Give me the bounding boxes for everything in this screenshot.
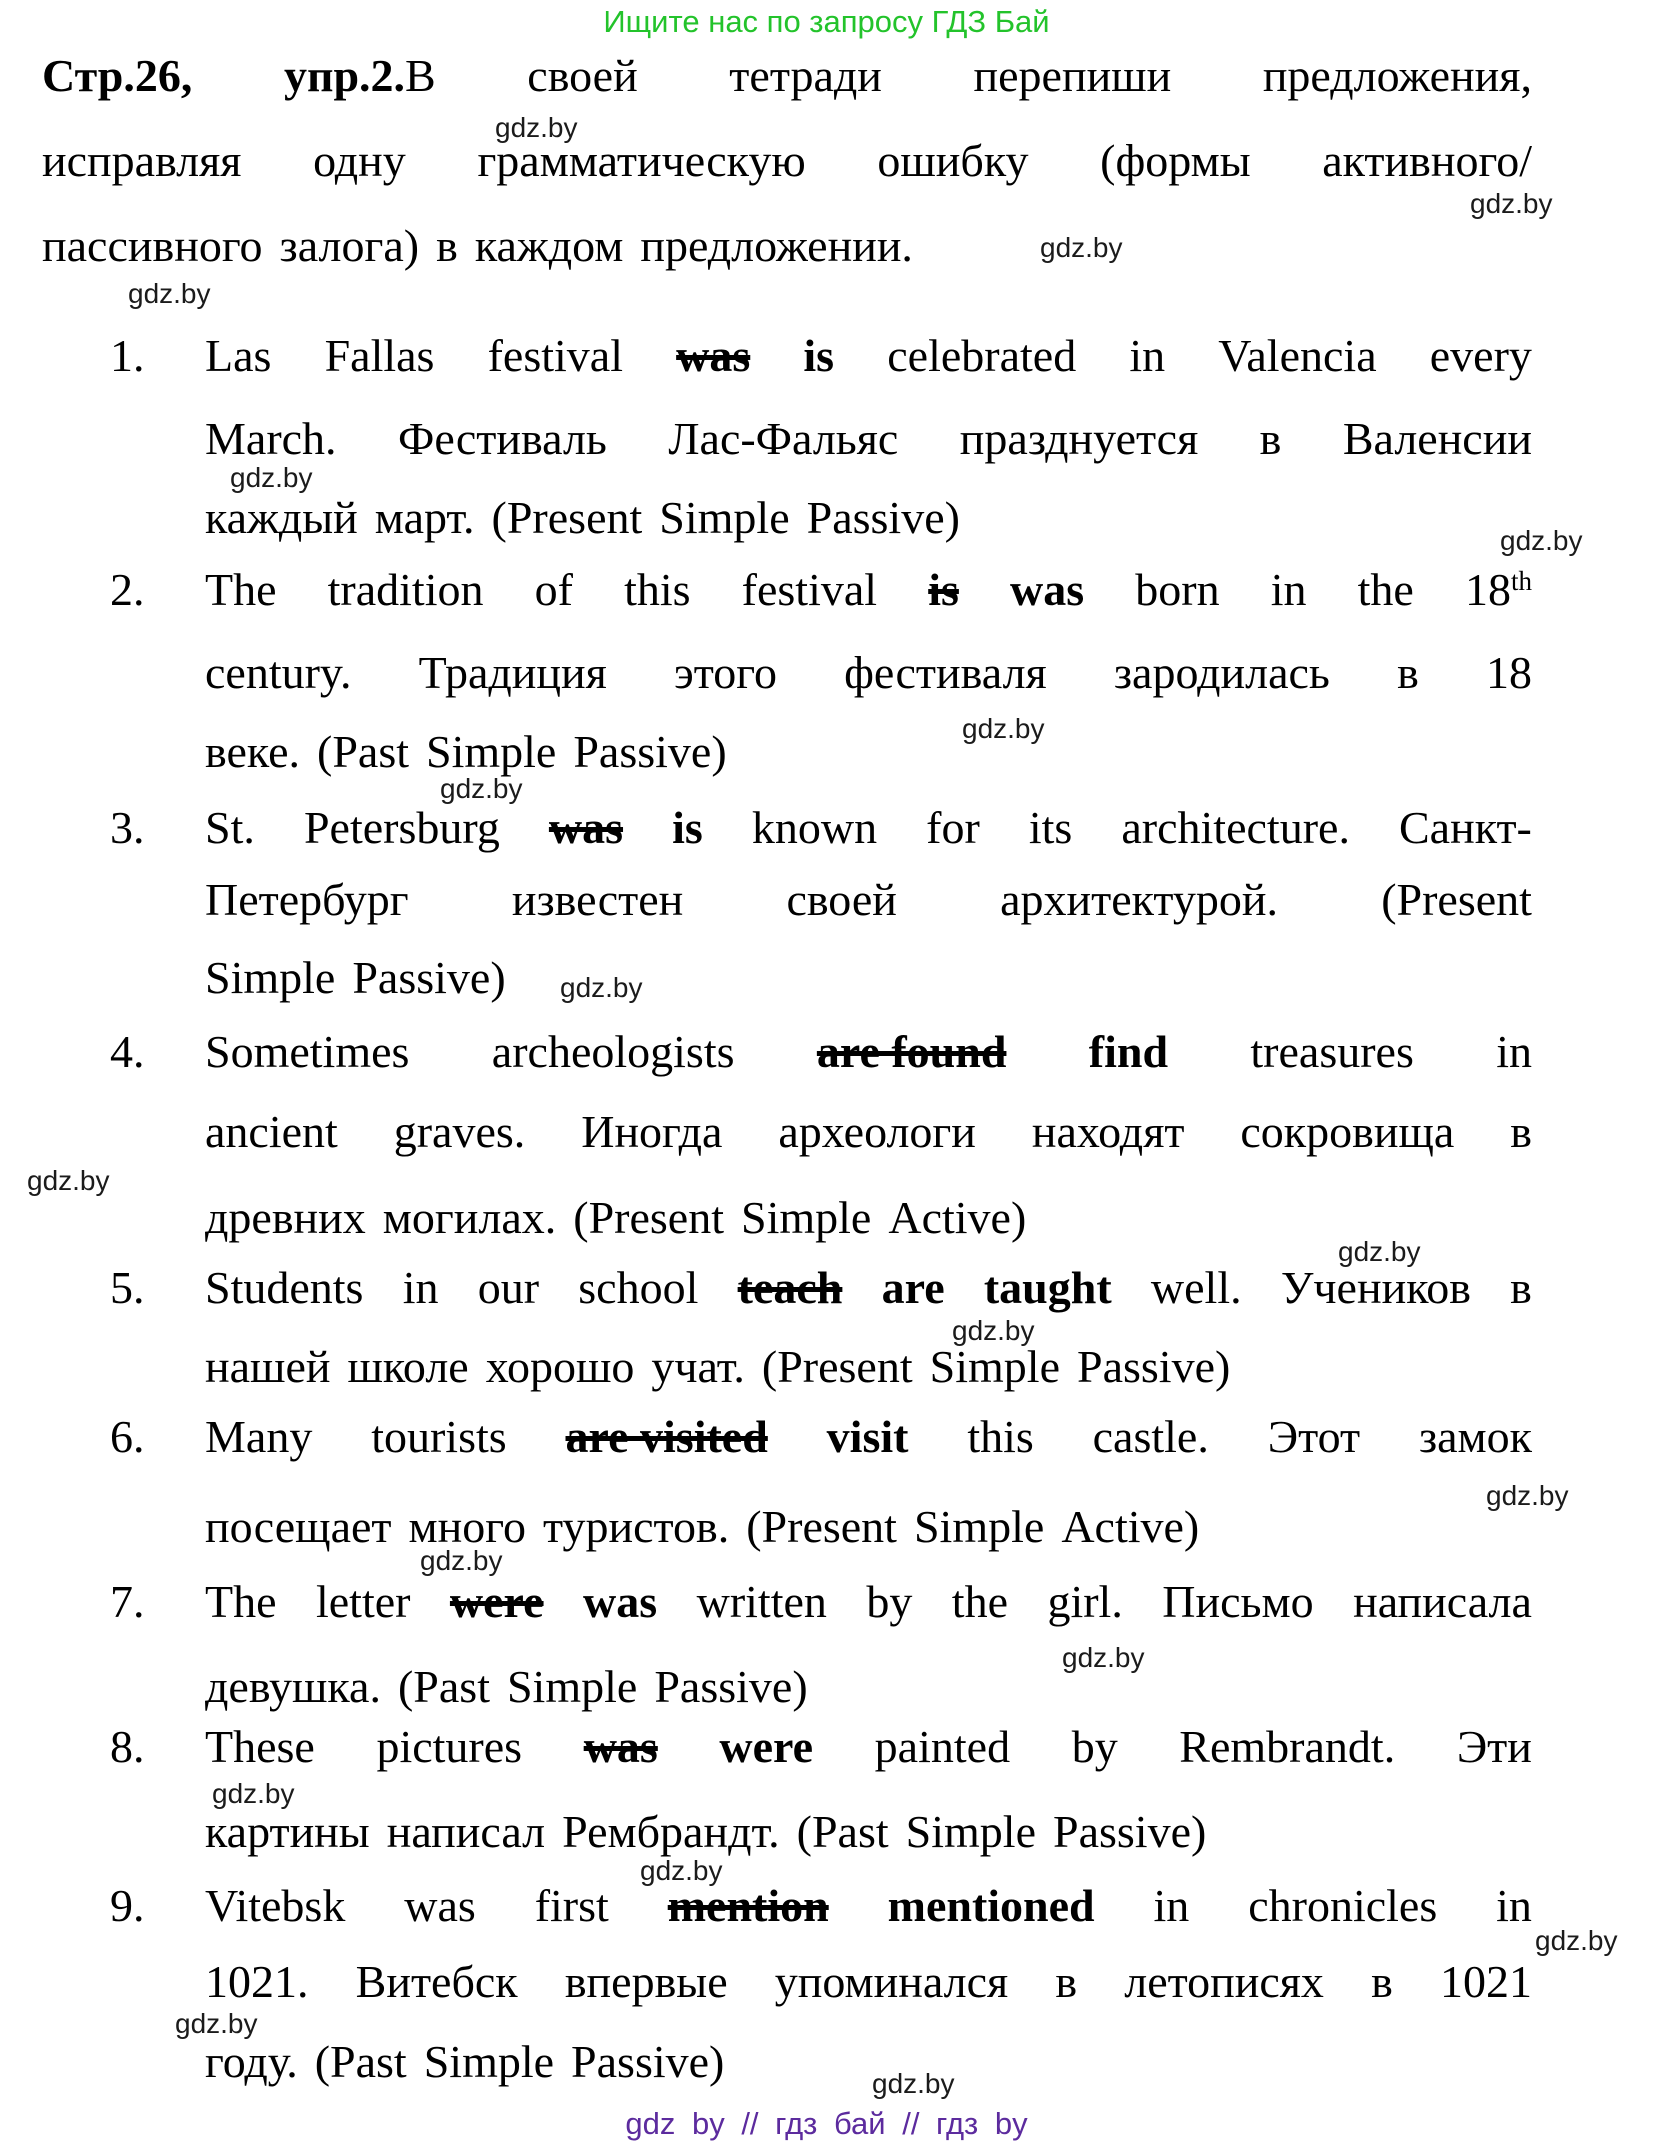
word: в	[1259, 413, 1282, 464]
correction-word: mentioned	[887, 1880, 1095, 1931]
gdz-watermark: gdz.by	[1338, 1236, 1421, 1267]
gdz-watermark: gdz.by	[495, 112, 578, 143]
word: for	[926, 802, 980, 853]
text-line	[205, 1339, 1532, 1397]
word: treasures	[1250, 1026, 1414, 1077]
word: Иногда	[581, 1106, 723, 1157]
struck-word: are found	[816, 1026, 1007, 1077]
word: март.	[374, 492, 475, 543]
word: каждый	[205, 492, 358, 543]
word: архитектурой.	[1000, 874, 1278, 925]
word: in	[1153, 1880, 1190, 1931]
word: ошибку	[877, 135, 1029, 186]
item-number: 8.	[110, 1721, 145, 1772]
word: Passive)	[806, 492, 960, 543]
word: festival	[741, 564, 878, 615]
word: (формы	[1100, 135, 1251, 186]
correction-word: was	[1010, 564, 1085, 615]
struck-word: was	[676, 330, 751, 381]
word: Этот	[1267, 1411, 1361, 1462]
intro-line	[42, 218, 1532, 276]
word: Эти	[1456, 1721, 1532, 1772]
word: Витебск	[355, 1956, 518, 2007]
gdz-watermark: gdz.by	[872, 2068, 955, 2099]
word: (Past	[397, 1661, 490, 1712]
word: was	[404, 1880, 476, 1931]
gdz-watermark: gdz.by	[212, 1778, 295, 1809]
word: много	[408, 1501, 526, 1552]
correction-word: was	[583, 1576, 658, 1627]
correction-word: Стр.26,	[42, 50, 193, 101]
word: сокровища	[1240, 1106, 1455, 1157]
gdz-watermark: gdz.by	[560, 972, 643, 1003]
word: Passive)	[1076, 1341, 1231, 1392]
word	[1465, 562, 1532, 618]
correction-word: is	[803, 330, 835, 381]
word: well.	[1150, 1262, 1242, 1313]
word: своей	[786, 874, 897, 925]
word: находят	[1031, 1106, 1185, 1157]
word: в	[436, 220, 458, 271]
word: (Past	[314, 2036, 407, 2087]
text-line	[205, 1190, 1532, 1248]
correction-word: visit	[826, 1411, 909, 1462]
word: Петербург	[205, 874, 409, 925]
text-line	[205, 1574, 1532, 1632]
word: тетради	[729, 50, 882, 101]
word: Passive)	[654, 1661, 808, 1712]
word: Passive)	[352, 952, 506, 1003]
word: its	[1028, 802, 1073, 853]
gdz-watermark: gdz.by	[230, 462, 313, 493]
text-line	[205, 1499, 1532, 1557]
word: Письмо	[1162, 1576, 1314, 1627]
word: Petersburg	[303, 802, 500, 853]
word: tourists	[371, 1411, 507, 1462]
word: 1021	[1439, 1956, 1532, 2007]
word: картины	[205, 1806, 370, 1857]
word: by	[866, 1576, 913, 1627]
word: могилах.	[382, 1192, 557, 1243]
word: нашей	[205, 1341, 331, 1392]
word: упоминался	[774, 1956, 1009, 2007]
gdz-watermark: gdz.by	[1535, 1925, 1618, 1956]
word: Passive)	[1052, 1806, 1207, 1857]
word: letter	[315, 1576, 411, 1627]
word: by	[1071, 1721, 1118, 1772]
word: our	[477, 1262, 540, 1313]
word: tradition	[327, 564, 484, 615]
word: (Past	[796, 1806, 889, 1857]
word: in	[1129, 330, 1166, 381]
word: Vitebsk	[205, 1880, 346, 1931]
word: March.	[205, 413, 337, 464]
word: в	[1510, 1106, 1532, 1157]
text-line	[205, 1719, 1532, 1777]
word: зародилась	[1113, 647, 1330, 698]
word: Simple	[913, 1501, 1045, 1552]
correction-word: were	[719, 1721, 814, 1772]
word: (Present	[746, 1501, 897, 1552]
word: Simple	[205, 952, 336, 1003]
word: Passive)	[573, 726, 727, 777]
struck-word: are visited	[565, 1411, 768, 1462]
word: Las	[205, 330, 272, 381]
word: Fallas	[324, 330, 435, 381]
correction-word: find	[1088, 1026, 1169, 1077]
word: graves.	[393, 1106, 526, 1157]
word: летописях	[1124, 1956, 1324, 2007]
text-line	[205, 1954, 1532, 2012]
item-number: 2.	[110, 564, 145, 615]
word: впервые	[564, 1956, 728, 2007]
text-line	[205, 1024, 1532, 1082]
text-line	[205, 562, 1532, 620]
word: пассивного	[42, 220, 263, 271]
struck-word: is	[928, 564, 959, 615]
text-line	[205, 724, 1532, 782]
promo-banner: Ищите нас по запросу ГДЗ Бай	[603, 4, 1050, 39]
item-number: 3.	[110, 802, 145, 853]
struck-word: were	[449, 1576, 544, 1627]
text-line	[205, 1104, 1532, 1162]
intro-line	[42, 133, 1532, 191]
text-line	[205, 645, 1532, 703]
word: году.	[205, 2036, 298, 2087]
word: празднуется	[959, 413, 1199, 464]
word: Active)	[888, 1192, 1027, 1243]
word: this	[967, 1411, 1034, 1462]
word: in	[1496, 1880, 1532, 1931]
word: залога)	[279, 220, 420, 271]
word: festival	[487, 330, 623, 381]
text-line	[205, 1878, 1532, 1936]
word: Simple	[659, 492, 790, 543]
text-line	[205, 1659, 1532, 1717]
word: Валенсии	[1342, 413, 1532, 464]
gdz-watermark: gdz.by	[27, 1165, 110, 1196]
word: architecture.	[1121, 802, 1350, 853]
word: 18	[1464, 564, 1511, 615]
word: first	[534, 1880, 609, 1931]
word: (Present	[761, 1341, 913, 1392]
word: 18	[1486, 647, 1532, 698]
word: school	[578, 1262, 699, 1313]
word: every	[1429, 330, 1532, 381]
word: веке.	[205, 726, 300, 777]
text-line	[205, 872, 1532, 930]
word: The	[205, 564, 277, 615]
gdz-watermark: gdz.by	[1062, 1642, 1145, 1673]
word: Simple	[423, 2036, 555, 2087]
gdz-watermark: gdz.by	[420, 1545, 503, 1576]
word: in	[1270, 564, 1307, 615]
word: this	[624, 564, 691, 615]
word: своей	[527, 50, 638, 101]
word: девушка.	[205, 1661, 381, 1712]
word: Simple	[929, 1341, 1060, 1392]
word: Simple	[905, 1806, 1036, 1857]
struck-word: was	[548, 802, 624, 853]
word: Many	[205, 1411, 313, 1462]
word: В	[405, 50, 436, 101]
word: celebrated	[887, 330, 1077, 381]
word: in	[402, 1262, 439, 1313]
superscript: th	[1510, 566, 1532, 597]
text-line	[205, 1804, 1532, 1862]
correction-word: taught	[983, 1262, 1112, 1313]
struck-word: mention	[667, 1880, 829, 1931]
word: in	[1496, 1026, 1532, 1077]
gdz-watermark: gdz.by	[128, 278, 211, 309]
intro-line	[42, 48, 1532, 106]
gdz-watermark: gdz.by	[1486, 1480, 1569, 1511]
word: написал	[386, 1806, 546, 1857]
word: the	[1357, 564, 1414, 615]
word	[284, 48, 436, 104]
text-line	[205, 328, 1532, 386]
item-number: 9.	[110, 1880, 145, 1931]
word: предложения,	[1262, 50, 1532, 101]
gdz-watermark: gdz.by	[1470, 188, 1553, 219]
gdz-watermark: gdz.by	[1500, 525, 1583, 556]
word: chronicles	[1248, 1880, 1438, 1931]
word: туристов.	[542, 1501, 730, 1552]
text-line	[205, 950, 1532, 1008]
word: древних	[205, 1192, 366, 1243]
word: pictures	[376, 1721, 523, 1772]
word: в	[1397, 647, 1419, 698]
word: (Present	[491, 492, 643, 543]
word: замок	[1418, 1411, 1532, 1462]
word: учат.	[651, 1341, 745, 1392]
text-line	[205, 411, 1532, 469]
word: хорошо	[485, 1341, 635, 1392]
footer-watermark: gdz by // гдз бай // гдз by	[625, 2106, 1028, 2141]
word: Active)	[1061, 1501, 1200, 1552]
struck-word: teach	[737, 1262, 843, 1313]
word: The	[205, 1576, 277, 1627]
word: Учеников	[1280, 1262, 1471, 1313]
word: одну	[313, 135, 406, 186]
word: в	[1055, 1956, 1078, 2007]
word: перепиши	[973, 50, 1172, 101]
word: St.	[205, 802, 255, 853]
struck-word: was	[583, 1721, 658, 1772]
word: 1021.	[205, 1956, 309, 2007]
item-number: 6.	[110, 1411, 145, 1462]
correction-word: is	[672, 802, 703, 853]
word: (Present	[573, 1192, 724, 1243]
item-number: 1.	[110, 330, 145, 381]
word: каждом	[474, 220, 624, 271]
word: written	[696, 1576, 827, 1627]
correction-word: упр.2.	[283, 50, 406, 101]
gdz-watermark: gdz.by	[1040, 232, 1123, 263]
item-number: 5.	[110, 1262, 145, 1313]
word: (Present	[1381, 874, 1532, 925]
word: born	[1135, 564, 1220, 615]
word: этого	[673, 647, 777, 698]
word: активного/	[1322, 135, 1532, 186]
word: Лас-Фальяс	[668, 413, 899, 464]
word: Valencia	[1218, 330, 1377, 381]
word: предложении.	[640, 220, 913, 271]
word: Санкт-	[1399, 802, 1532, 853]
gdz-watermark: gdz.by	[962, 713, 1045, 744]
gdz-watermark: gdz.by	[640, 1855, 723, 1886]
word: посещает	[205, 1501, 392, 1552]
gdz-watermark: gdz.by	[175, 2008, 258, 2039]
word: Simple	[741, 1192, 872, 1243]
word: Rembrandt.	[1179, 1721, 1396, 1772]
text-line	[205, 490, 1532, 548]
word: в	[1371, 1956, 1393, 2007]
word: castle.	[1092, 1411, 1209, 1462]
word: (Past	[317, 726, 409, 777]
word: Simple	[506, 1661, 638, 1712]
word: исправляя	[42, 135, 242, 186]
word: of	[534, 564, 573, 615]
word: известен	[511, 874, 684, 925]
word: фестиваля	[844, 647, 1047, 698]
word: Рембрандт.	[562, 1806, 780, 1857]
word: archeologists	[491, 1026, 735, 1077]
word: Sometimes	[205, 1026, 410, 1077]
text-line	[205, 1409, 1532, 1467]
word: Students	[205, 1262, 364, 1313]
word: в	[1510, 1262, 1532, 1313]
gdz-watermark: gdz.by	[440, 773, 523, 804]
text-line	[205, 800, 1532, 858]
word: школе	[347, 1341, 469, 1392]
word: These	[205, 1721, 315, 1772]
word: археологи	[778, 1106, 976, 1157]
item-number: 4.	[110, 1026, 145, 1077]
word: girl.	[1047, 1576, 1123, 1627]
word: Passive)	[571, 2036, 725, 2087]
correction-word: are	[881, 1262, 945, 1313]
word: the	[951, 1576, 1008, 1627]
word: написала	[1353, 1576, 1532, 1627]
word: Simple	[426, 726, 557, 777]
text-line	[205, 2034, 1532, 2092]
gdz-watermark: gdz.by	[952, 1315, 1035, 1346]
word: Традиция	[418, 647, 607, 698]
word: known	[751, 802, 878, 853]
word: century.	[205, 647, 352, 698]
word: грамматическую	[477, 135, 806, 186]
word: ancient	[205, 1106, 338, 1157]
item-number: 7.	[110, 1576, 145, 1627]
word: Фестиваль	[397, 413, 607, 464]
text-line	[205, 1260, 1532, 1318]
word: painted	[874, 1721, 1011, 1772]
